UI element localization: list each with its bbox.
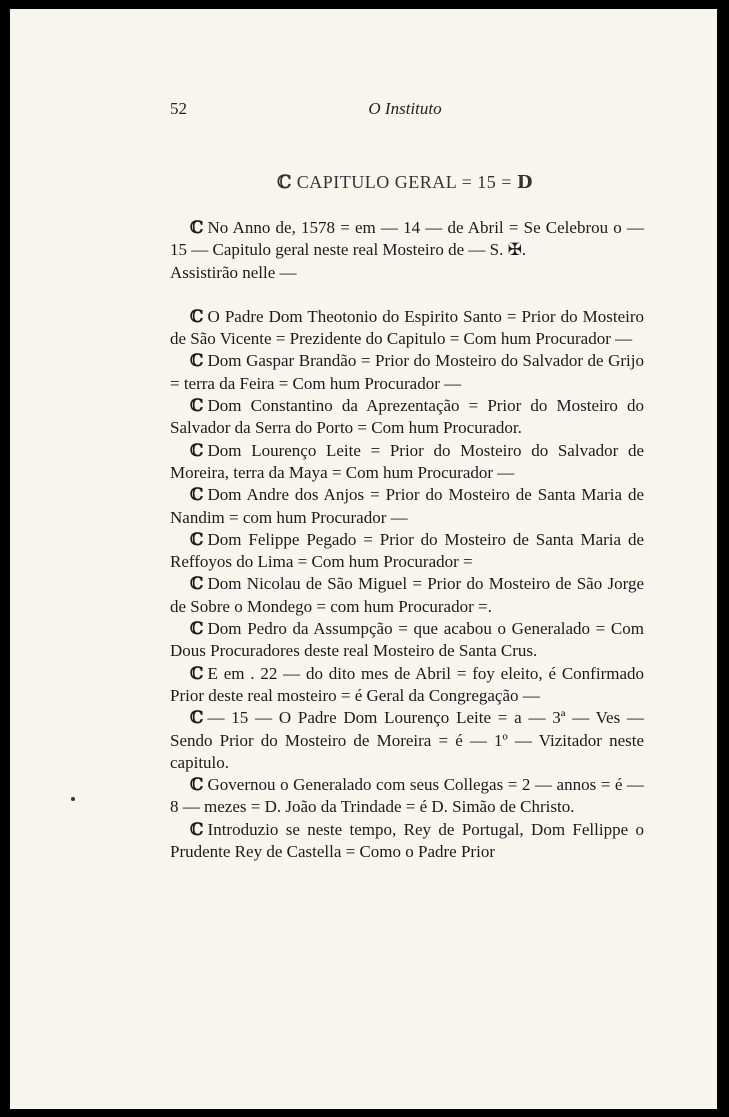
chapter-close-mark: D (516, 172, 534, 193)
pilcrow-icon: ℂ (190, 485, 204, 506)
paragraph-9 (170, 618, 644, 663)
paragraph-text: — 15 — O Padre Dom Lourenço Leite = a — 3ª — Ves — Sendo Prior do Mosteiro de Moreira = é — 1º — Vizitador neste capitulo. (170, 708, 644, 772)
running-title: O Instituto (368, 99, 442, 118)
paragraph-5 (170, 440, 644, 485)
paragraph-text: E em . 22 — do dito mes de Abril = foy eleito, é Confirmado Prior deste real mosteiro = é Geral da Congregação — (170, 663, 644, 705)
pilcrow-icon: ℂ (190, 619, 204, 640)
body-text (170, 217, 644, 863)
paragraph-10 (170, 663, 644, 708)
pilcrow-icon: ℂ (190, 529, 204, 550)
paragraph-13 (170, 819, 644, 864)
paragraph-12 (170, 774, 644, 819)
paragraph-tail-line: Assistirão nelle — (170, 262, 297, 282)
pilcrow-icon: ℂ (190, 440, 204, 461)
pilcrow-icon: ℂ (190, 218, 204, 238)
paragraph-punct: . (521, 240, 527, 260)
chapter-open-mark: ℂ (276, 172, 292, 193)
paragraph-text: Introduzio se neste tempo, Rey de Portugal, Dom Fellippe o Prudente Rey de Castella = Como o Padre Prior (170, 819, 644, 862)
paragraph-text: Dom Lourenço Leite = Prior do Mosteiro do Salvador de Moreira, terra da Maya = Com hum Procurador — (170, 440, 644, 482)
paragraph-text: Governou o Generalado com seus Collegas = 2 — annos = é — 8 — mezes = D. João da Trindade = é D. Simão de Christo. (170, 775, 644, 817)
paragraph-7 (170, 529, 644, 574)
pilcrow-icon: ℂ (190, 663, 204, 684)
pilcrow-icon: ℂ (190, 775, 204, 796)
paragraph-11 (170, 707, 644, 774)
paragraph-text: Dom Andre dos Anjos = Prior do Mosteiro de Santa Maria de Nandim = com hum Procurador — (170, 485, 644, 527)
page-number: 52 (170, 99, 187, 118)
paragraph-4 (170, 395, 644, 440)
pilcrow-icon: ℂ (190, 396, 204, 417)
margin-dot (71, 797, 75, 801)
paragraph-2 (170, 306, 644, 351)
pilcrow-icon: ℂ (190, 306, 204, 327)
paragraph-text: Dom Nicolau de São Miguel = Prior do Mosteiro de São Jorge de Sobre o Mondego = com hum Procurador =. (170, 574, 644, 616)
paragraph-text: No Anno de, 1578 = em — 14 — de Abril = Se Celebrou o — 15 — Capitulo geral neste real Mosteiro de — S. (170, 218, 644, 260)
chapter-title (170, 172, 640, 193)
cross-icon: ✠ (507, 240, 522, 261)
paragraph-text: Dom Constantino da Aprezentação = Prior do Mosteiro do Salvador da Serra do Porto = Com hum Procurador. (170, 396, 644, 438)
pilcrow-icon: ℂ (190, 708, 204, 729)
paragraph-8 (170, 573, 644, 618)
chapter-title-text: CAPITULO GERAL = 15 = (296, 172, 512, 192)
pilcrow-icon: ℂ (190, 574, 204, 595)
paragraph-text: Dom Pedro da Assumpção = que acabou o Generalado = Com Dous Procuradores deste real Mosteiro de Santa Crus. (170, 619, 644, 661)
paragraph-text: Dom Gaspar Brandão = Prior do Mosteiro do Salvador de Grijo = terra da Feira = Com hum Procurador — (170, 351, 644, 393)
pilcrow-icon: ℂ (190, 351, 204, 372)
book-page (10, 9, 717, 1109)
paragraph-text: Dom Felippe Pegado = Prior do Mosteiro de Santa Maria de Reffoyos do Lima = Com hum Procurador = (170, 529, 644, 572)
paragraph-6 (170, 484, 644, 529)
paragraph-1 (170, 217, 644, 284)
pilcrow-icon: ℂ (190, 819, 204, 840)
paragraph-3 (170, 350, 644, 395)
paragraph-text: O Padre Dom Theotonio do Espirito Santo = Prior do Mosteiro de São Vicente = Prezidente do Capitulo = Com hum Procurador — (170, 306, 644, 349)
